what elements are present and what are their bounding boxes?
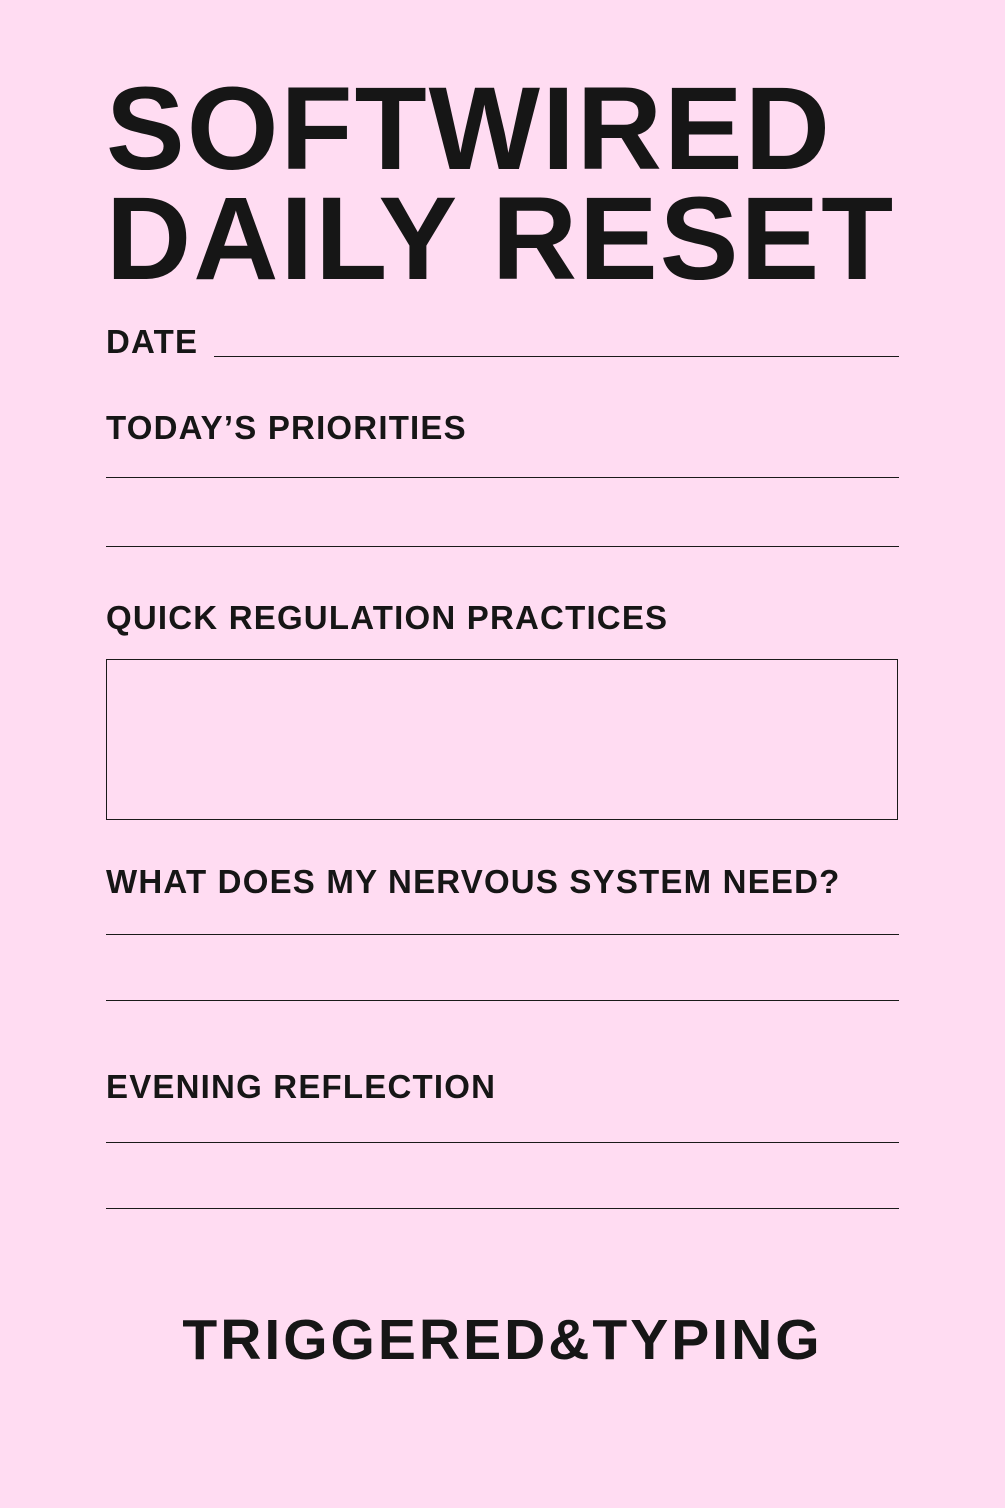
nervous-system-label: WHAT DOES MY NERVOUS SYSTEM NEED? <box>106 863 841 900</box>
priorities-line-1[interactable] <box>106 477 899 478</box>
nervous-system-line-1[interactable] <box>106 934 899 935</box>
nervous-system-line-2[interactable] <box>106 1000 899 1001</box>
evening-reflection-label: EVENING REFLECTION <box>106 1068 497 1105</box>
page-title-line-2: DAILY RESET <box>106 173 896 305</box>
priorities-line-2[interactable] <box>106 546 899 547</box>
evening-reflection-line-2[interactable] <box>106 1208 899 1209</box>
date-field-line[interactable] <box>214 356 899 357</box>
regulation-practices-box[interactable] <box>106 659 898 820</box>
regulation-label: QUICK REGULATION PRACTICES <box>106 599 669 636</box>
date-label: DATE <box>106 323 199 360</box>
priorities-label: TODAY’S PRIORITIES <box>106 409 467 446</box>
page-title-line-1: SOFTWIRED <box>106 63 832 195</box>
evening-reflection-line-1[interactable] <box>106 1142 899 1143</box>
brand-footer: TRIGGERED&TYPING <box>182 1308 823 1372</box>
